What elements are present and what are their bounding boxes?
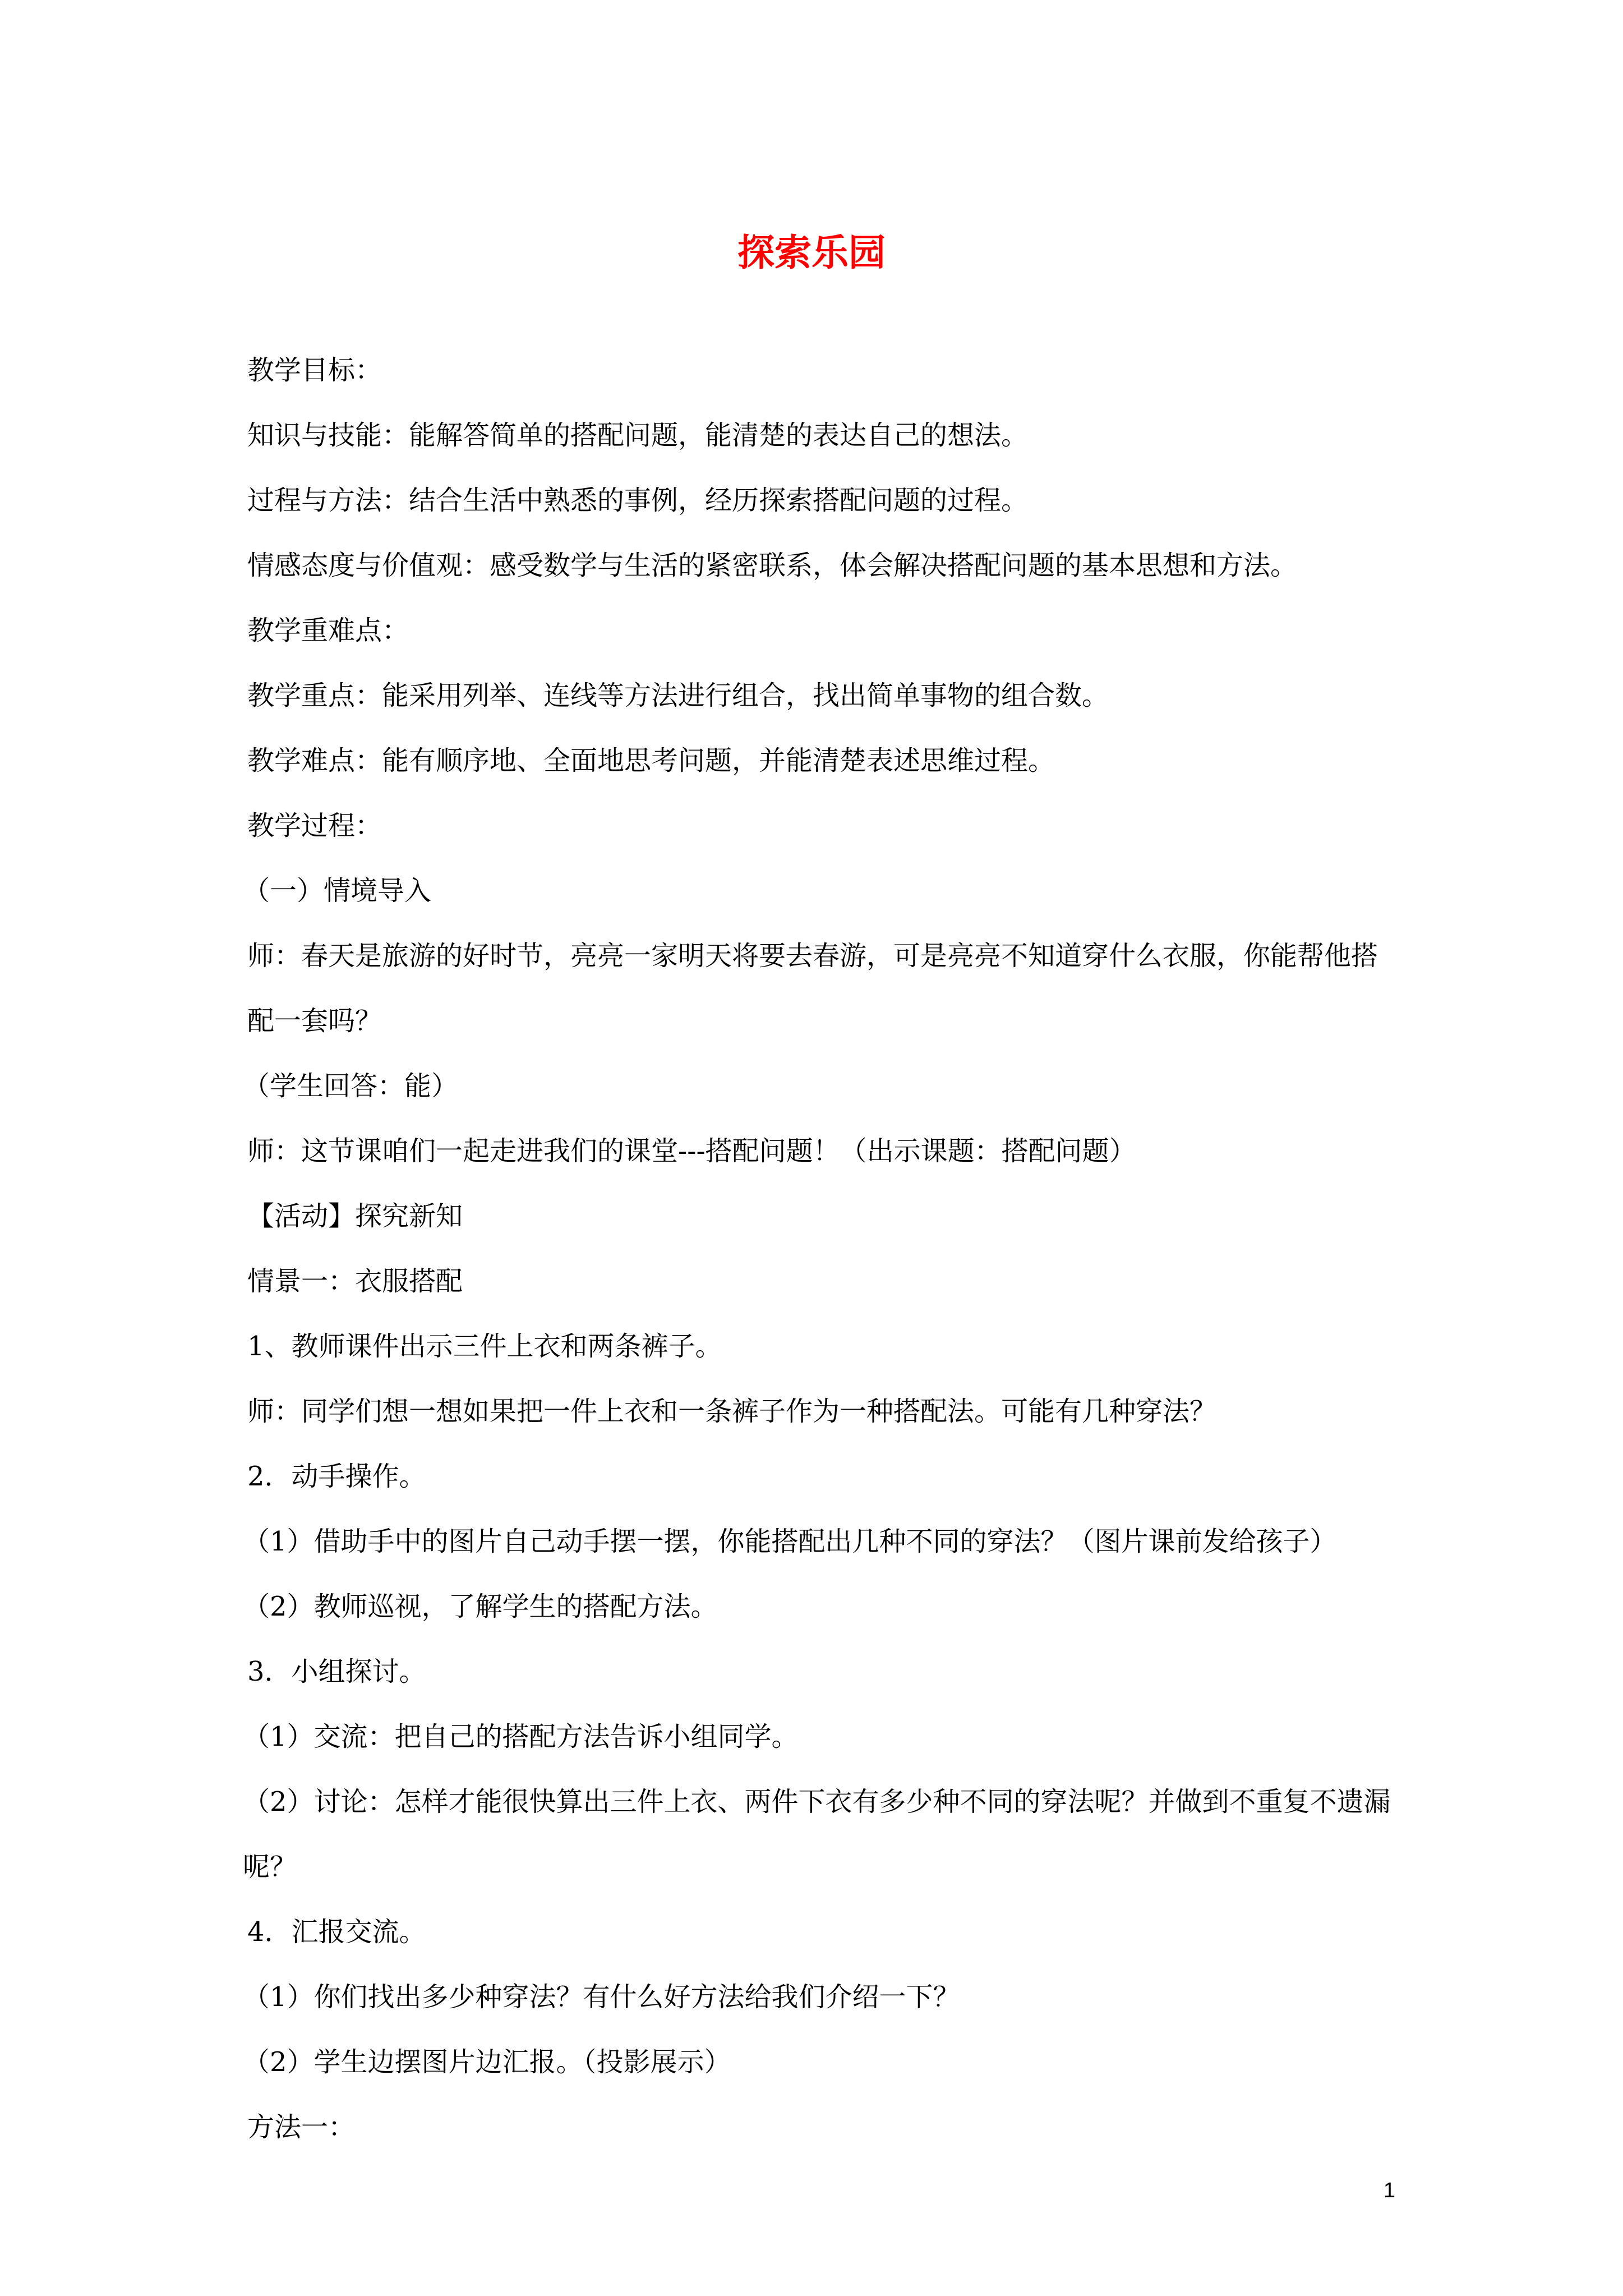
- paragraph-step-4-item-2: （2）学生边摆图片边汇报。（投影展示）: [243, 2046, 731, 2078]
- paragraph-step-2-item-1: （1）借助手中的图片自己动手摆一摆，你能搭配出几种不同的穿法？（图片课前发给孩子）: [243, 1526, 1337, 1557]
- paragraph-teaching-goals-heading: 教学目标：: [247, 355, 382, 386]
- paragraph-method-one: 方法一：: [247, 2111, 356, 2143]
- paragraph-key-point: 教学重点：能采用列举、连线等方法进行组合，找出简单事物的组合数。: [247, 680, 1109, 711]
- paragraph-difficult-point: 教学难点：能有顺序地、全面地思考问题，并能清楚表述思维过程。: [247, 745, 1055, 776]
- paragraph-teacher-spring: 师：春天是旅游的好时节，亮亮一家明天将要去春游，可是亮亮不知道穿什么衣服，你能帮他搭配一套吗？: [247, 940, 1378, 1037]
- page-number: 1: [1383, 2179, 1395, 2202]
- paragraph-knowledge-skills: 知识与技能：能解答简单的搭配问题，能清楚的表达自己的想法。: [247, 420, 1029, 451]
- paragraph-step-4: 4．汇报交流。: [247, 1916, 426, 1948]
- document-body: [243, 338, 1391, 2160]
- paragraph-key-difficult-heading: 教学重难点：: [247, 615, 409, 646]
- paragraph-activity-heading: 【活动】探究新知: [247, 1200, 463, 1232]
- paragraph-emotion-values: 情感态度与价值观：感受数学与生活的紧密联系，体会解决搭配问题的基本思想和方法。: [247, 550, 1298, 581]
- paragraph-step-4-item-1: （1）你们找出多少种穿法？有什么好方法给我们介绍一下？: [243, 1981, 960, 2013]
- paragraph-process-heading: 教学过程：: [247, 810, 382, 841]
- paragraph-student-answer: （学生回答：能）: [243, 1070, 459, 1102]
- paragraph-step-2: 2．动手操作。: [247, 1461, 426, 1492]
- paragraph-step-3-item-1: （1）交流：把自己的搭配方法告诉小组同学。: [243, 1721, 799, 1752]
- paragraph-process-method: 过程与方法：结合生活中熟悉的事例，经历探索搭配问题的过程。: [247, 485, 1029, 516]
- paragraph-section-intro: （一）情境导入: [243, 875, 432, 907]
- paragraph-step-3-item-2: （2）讨论：怎样才能很快算出三件上衣、两件下衣有多少种不同的穿法呢？并做到不重复不遗漏呢？: [243, 1786, 1391, 1883]
- paragraph-step-2-item-2: （2）教师巡视，了解学生的搭配方法。: [243, 1591, 718, 1622]
- paragraph-teacher-topic: 师：这节课咱们一起走进我们的课堂---搭配问题！（出示课题：搭配问题）: [247, 1135, 1136, 1167]
- paragraph-step-3: 3．小组探讨。: [247, 1656, 426, 1687]
- paragraph-teacher-question: 师：同学们想一想如果把一件上衣和一条裤子作为一种搭配法。可能有几种穿法？: [247, 1396, 1217, 1427]
- document-title: 探索乐园: [737, 231, 886, 274]
- paragraph-scene-one: 情景一：衣服搭配: [247, 1266, 463, 1297]
- paragraph-step-1: 1、教师课件出示三件上衣和两条裤子。: [247, 1331, 722, 1362]
